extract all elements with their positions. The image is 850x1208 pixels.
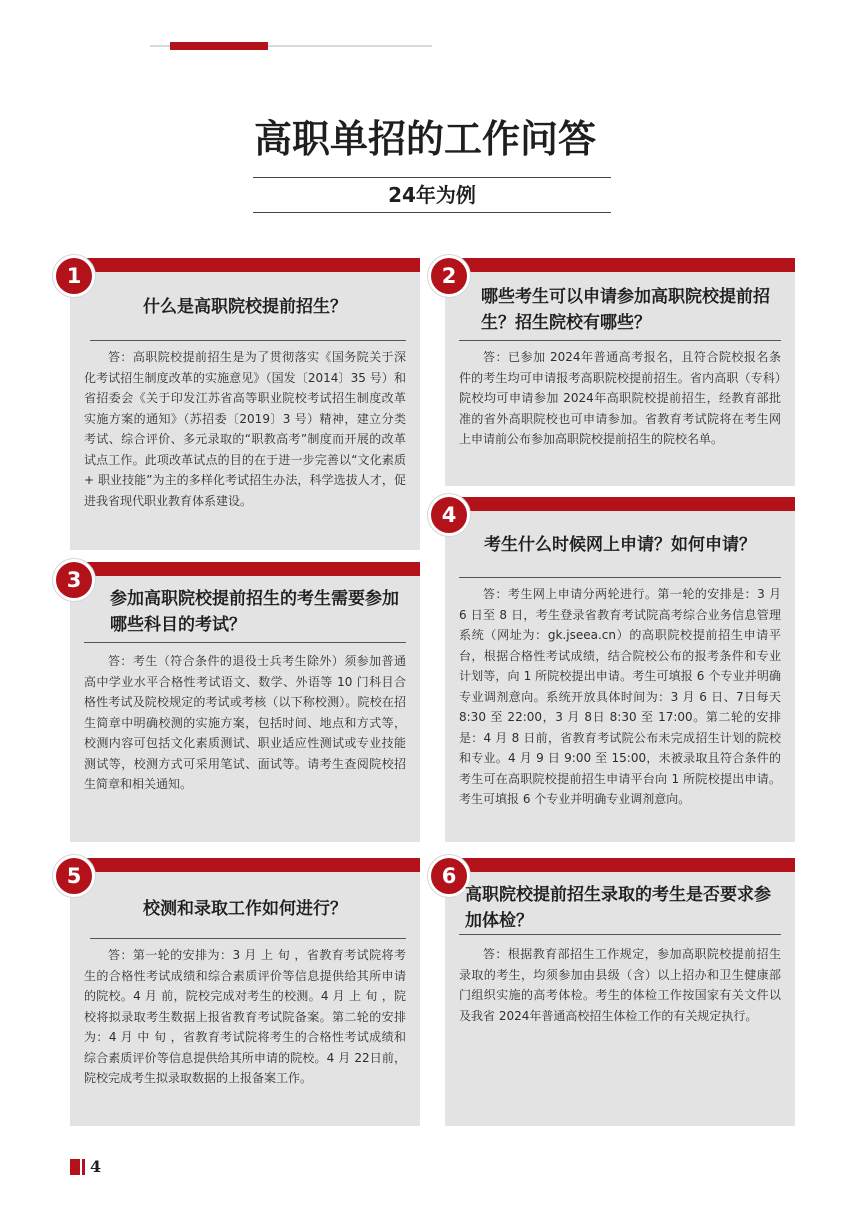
- question-separator: [459, 934, 781, 935]
- page-marker: [70, 1159, 80, 1175]
- card-header-bar: [70, 562, 420, 576]
- question-separator: [459, 340, 781, 341]
- question-text: 校测和录取工作如何进行？: [143, 899, 347, 919]
- card-header-bar: [445, 858, 795, 872]
- answer-text: 答：根据教育部招生工作规定，参加高职院校提前招生录取的考生，均须参加由县级（含）以上招办和卫生健康部门组织实施的高考体检。考生的体检工作按国家有关文件以及我省 2024年普通高校招生体检工作的有关规定执行。: [459, 947, 781, 1023]
- card-header-bar: [445, 258, 795, 272]
- answer-text: 答：第一轮的安排为：3 月 上 旬 ，省教育考试院将考生的合格性考试成绩和综合素质评价等信息提供给其所申请的院校。4 月 前，院校完成对考生的校测。4 月 上 旬 ，院校将拟录取考生数据上报省教育考试院备案。第二轮的安排为：4 月 中 旬 ，省教育考试院将考生的合格性考试成绩和综合素质评价等信息提供给其所申请的院校。4 月 22日前，院校完成考生拟录取数据的上报备案工作。: [84, 948, 406, 1085]
- qa-card-4: [441, 497, 795, 842]
- page-marker-thin: [82, 1159, 85, 1175]
- number-badge: 6: [428, 855, 470, 897]
- answer-text: 答：已参加 2024年普通高考报名，且符合院校报名条件的考生均可申请报考高职院校提前招生。省内高职（专科）院校均可申请参加 2024年高职院校提前招生，经教育部批准的省外高职院校也可申请参加。省教育考试院将在考生网上申请前公布参加高职院校提前招生的院校名单。: [459, 350, 781, 446]
- qa-card-5: [66, 858, 420, 1126]
- card-header-bar: [445, 497, 795, 511]
- number-badge: 2: [428, 255, 470, 297]
- qa-card-3: [66, 562, 420, 842]
- top-decor-accent: [170, 42, 268, 50]
- subtitle-bottom-rule: [253, 212, 611, 213]
- question-separator: [459, 577, 781, 578]
- question-separator: [90, 340, 406, 341]
- answer-text: 答：考生（符合条件的退役士兵考生除外）须参加普通高中学业水平合格性考试语文、数学、外语等 10 门科目合格性考试及院校规定的考试或考核（以下称校测）。院校在招生简章中明确校测的实施方案，包括时间、地点和方式等，校测内容可包括文化素质测试、职业适应性测试或专业技能测试等，校测方式可采用笔试、面试等。请考生查阅院校招生简章和相关通知。: [84, 654, 406, 791]
- number-badge: 5: [53, 855, 95, 897]
- question-text: 哪些考生可以申请参加高职院校提前招生？招生院校有哪些？: [481, 287, 770, 333]
- question-text: 参加高职院校提前招生的考生需要参加哪些科目的考试？: [110, 589, 399, 635]
- question-text: 高职院校提前招生录取的考生是否要求参加体检？: [465, 885, 771, 931]
- card-header-bar: [70, 858, 420, 872]
- question-text: 考生什么时候网上申请？如何申请？: [484, 535, 756, 555]
- number-badge: 4: [428, 494, 470, 536]
- page-title: 高职单招的工作问答: [253, 116, 596, 161]
- qa-card-2: [441, 258, 795, 486]
- card-header-bar: [70, 258, 420, 272]
- number-badge: 3: [53, 559, 95, 601]
- question-separator: [84, 642, 406, 643]
- page-number: 4: [90, 1157, 102, 1176]
- answer-text: 答：高职院校提前招生是为了贯彻落实《国务院关于深化考试招生制度改革的实施意见》（国发〔2014〕35 号）和省招委会《关于印发江苏省高等职业院校考试招生制度改革实施方案的通知》（苏招委〔2019〕3 号）精神，建立分类考试、综合评价、多元录取的“职教高考”制度而开展的改革试点工作。此项改革试点的目的在于进一步完善以“文化素质 + 职业技能”为主的多样化考试招生办法，科学选拔人才，促进我省现代职业教育体系建设。: [84, 350, 406, 508]
- page-subtitle: 24年为例: [388, 183, 476, 207]
- qa-card-6: [441, 858, 795, 1126]
- question-text: 什么是高职院校提前招生？: [143, 297, 347, 317]
- answer-text: 答：考生网上申请分两轮进行。第一轮的安排是：3 月 6 日至 8 日，考生登录省教育考试院高考综合业务信息管理系统（网址为：gk.jseea.cn）的高职院校提前招生申请平台，根据合格性考试成绩，结合院校公布的报考条件和专业计划等，向 1 所院校提出申请。考生可填报 6 个专业并明确专业调剂意向。系统开放具体时间为：3 月 6 日、7日每天 8:30 至 22:00，3 月 8日 8:30 至 17:00。第二轮的安排是：4 月 8 日前，省教育考试院公布未完成招生计划的院校和专业。4 月 9 日 9:00 至 15:00，未被录取且符合条件的考生可在高职院校提前招生申请平台向 1 所院校提出申请。考生可填报 6 个专业并明确专业调剂意向。: [459, 587, 781, 806]
- question-separator: [90, 938, 406, 939]
- number-badge: 1: [53, 255, 95, 297]
- qa-card-1: [66, 258, 420, 550]
